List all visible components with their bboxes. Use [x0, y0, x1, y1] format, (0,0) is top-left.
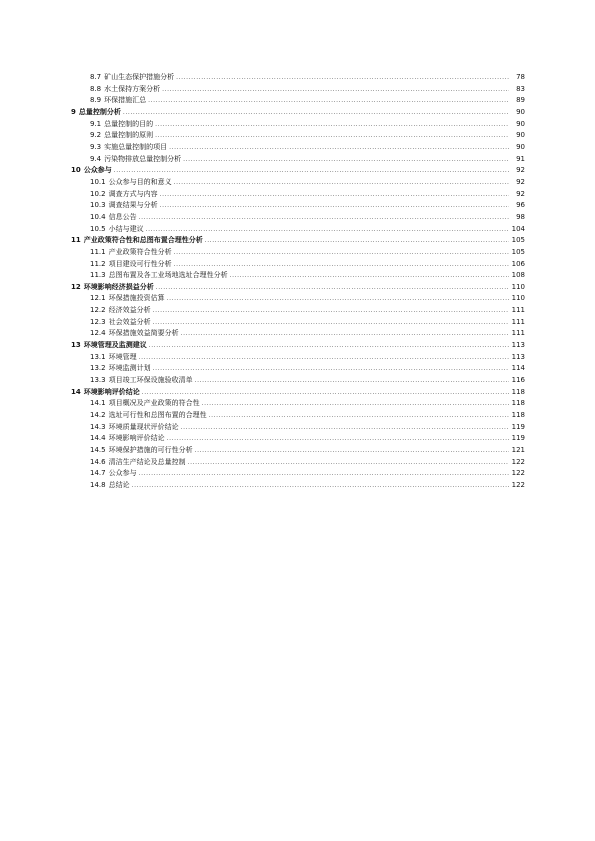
toc-entry-13-1[interactable] [71, 352, 525, 364]
toc-section-title: 矿山生态保护措施分析 [104, 73, 175, 81]
toc-page-number: 78 [516, 73, 525, 81]
toc-section-number: 14.7 [90, 469, 106, 478]
toc-dot-leader [188, 457, 509, 466]
toc-entry-12-2[interactable] [71, 305, 525, 317]
toc-section-title: 环境监测计划 [108, 364, 151, 373]
toc-section-title: 调查结果与分析 [108, 201, 158, 210]
toc-entry-10-1[interactable] [71, 177, 525, 189]
toc-section-title: 产业政策符合性和总图布置合理性分析 [83, 236, 203, 245]
toc-entry-8-8[interactable] [71, 84, 525, 96]
toc-page-number: 106 [511, 259, 525, 268]
toc-entry-12-4[interactable] [71, 328, 525, 340]
toc-section-number: 10.3 [90, 201, 106, 210]
toc-page-number: 113 [511, 341, 525, 350]
toc-entry-10-5[interactable] [71, 224, 525, 236]
toc-page-number: 111 [511, 329, 525, 338]
toc-dot-leader [181, 328, 509, 337]
toc-section-title: 公众参与目的和意义 [108, 177, 172, 186]
toc-dot-leader [195, 375, 509, 384]
toc-page-number: 111 [511, 306, 525, 315]
toc-section-number: 8.8 [90, 84, 102, 93]
toc-section-number: 10.1 [90, 177, 106, 186]
toc-dot-leader [167, 433, 509, 442]
toc-page-number: 89 [516, 96, 525, 105]
toc-section-title: 环境影响评价结论 [83, 387, 140, 396]
toc-page-number: 111 [511, 317, 525, 326]
toc-section-title: 总量控制的原则 [104, 131, 154, 140]
toc-section-title: 调查方式与内容 [108, 189, 158, 198]
toc-section-title: 信息公告 [108, 212, 137, 221]
toc-entry-14-6[interactable] [71, 457, 525, 469]
toc-dot-leader [209, 410, 509, 419]
toc-dot-leader [162, 84, 509, 93]
toc-section-title: 环保措施汇总 [104, 96, 147, 105]
toc-dot-leader [202, 398, 509, 407]
toc-section-title: 环境管理及监测建议 [83, 341, 147, 350]
toc-section-title: 选址可行性和总图布置的合理性 [108, 411, 207, 420]
toc-section-number: 14.5 [90, 446, 106, 454]
toc-page-number: 121 [511, 446, 525, 454]
toc-page-number: 92 [516, 166, 525, 175]
toc-page-number: 118 [511, 399, 525, 408]
toc-page-number: 105 [511, 247, 525, 256]
toc-dot-leader [123, 107, 509, 116]
toc-page-number: 114 [511, 364, 525, 373]
toc-entry-14-7[interactable] [71, 468, 525, 480]
toc-section-number: 13.3 [90, 376, 106, 385]
toc-page-number: 83 [516, 84, 525, 93]
toc-entry-11-3[interactable] [71, 270, 525, 282]
toc-dot-leader [153, 305, 509, 314]
toc-dot-leader [174, 177, 509, 186]
toc-entry-11-1[interactable] [71, 247, 525, 259]
toc-entry-10-3[interactable] [71, 200, 525, 212]
toc-dot-leader [167, 293, 509, 302]
toc-dot-leader [146, 224, 509, 233]
toc-dot-leader [174, 259, 509, 268]
toc-section-number: 9.4 [90, 154, 102, 163]
toc-section-number: 12.2 [90, 306, 106, 315]
toc-section-number: 9 [71, 107, 76, 116]
toc-section-title: 项目概况及产业政策的符合性 [108, 399, 200, 408]
toc-entry-13-3[interactable] [71, 375, 525, 387]
toc-section-title: 产业政策符合性分析 [108, 247, 172, 256]
toc-section-title: 清洁生产结论及总量控制 [108, 457, 186, 466]
toc-section-number: 11.3 [90, 271, 106, 280]
toc-section-title: 总量控制的目的 [104, 119, 154, 128]
toc-section-number: 13.1 [90, 352, 106, 361]
toc-section-title: 环境影响经济损益分析 [83, 282, 154, 291]
toc-page-number: 122 [511, 457, 525, 466]
toc-dot-leader [132, 480, 509, 489]
toc-page-number: 113 [511, 352, 525, 361]
toc-entry-9[interactable] [71, 107, 525, 119]
toc-page-number: 98 [516, 212, 525, 221]
toc-page-number: 119 [511, 422, 525, 431]
toc-entry-8-9[interactable] [71, 95, 525, 107]
toc-section-title: 经济效益分析 [108, 306, 151, 315]
toc-dot-leader [142, 387, 509, 396]
toc-section-number: 10 [71, 166, 81, 175]
toc-section-number: 14.2 [90, 411, 106, 420]
toc-section-title: 公众参与 [108, 469, 137, 478]
toc-entry-9-1[interactable] [71, 119, 525, 131]
toc-entry-12-1[interactable] [71, 293, 525, 305]
toc-section-number: 10.4 [90, 212, 106, 221]
toc-entry-12[interactable] [71, 282, 525, 294]
toc-page-number: 91 [516, 154, 525, 163]
toc-page-number: 105 [511, 236, 525, 245]
toc-section-title: 环境影响评价结论 [108, 434, 165, 443]
toc-section-title: 水土保持方案分析 [104, 84, 161, 93]
toc-dot-leader [139, 352, 509, 361]
toc-dot-leader [149, 340, 509, 349]
toc-entry-14-3[interactable] [71, 422, 525, 434]
toc-section-number: 8.9 [90, 96, 102, 105]
toc-section-number: 13.2 [90, 364, 106, 373]
toc-section-title: 公众参与 [83, 166, 112, 175]
toc-page-number: 104 [511, 224, 525, 233]
toc-section-title: 环境管理 [108, 352, 137, 361]
toc-section-number: 9.3 [90, 142, 102, 151]
toc-dot-leader [183, 154, 509, 163]
toc-entry-9-2[interactable] [71, 130, 525, 142]
toc-entry-14-1[interactable] [71, 398, 525, 410]
toc-page-number: 90 [516, 142, 525, 151]
toc-page-number: 122 [511, 480, 525, 489]
toc-page-number: 116 [511, 376, 525, 385]
toc-dot-leader [156, 282, 509, 291]
toc-dot-leader [174, 247, 509, 256]
toc-section-title: 社会效益分析 [108, 317, 151, 326]
toc-section-title: 总结论 [108, 480, 130, 489]
toc-page-number: 96 [516, 201, 525, 210]
toc-dot-leader [155, 130, 509, 139]
toc-entry-14-8[interactable] [71, 480, 525, 492]
toc-entry-9-3[interactable] [71, 142, 525, 154]
toc-section-number: 9.2 [90, 131, 102, 140]
toc-section-title: 环保措施效益简要分析 [108, 329, 179, 338]
toc-section-number: 14 [71, 387, 81, 396]
toc-page-number: 122 [511, 469, 525, 478]
toc-page-number: 92 [516, 177, 525, 186]
toc-page-number: 119 [511, 434, 525, 443]
toc-dot-leader [205, 235, 509, 244]
table-of-contents [71, 72, 525, 492]
toc-section-title: 项目建设可行性分析 [108, 259, 172, 268]
toc-section-number: 14.1 [90, 399, 106, 408]
toc-dot-leader [155, 119, 509, 128]
toc-entry-10[interactable] [71, 165, 525, 177]
toc-section-title: 环保措施投资估算 [108, 294, 165, 303]
toc-section-number: 11 [71, 236, 81, 245]
toc-section-number: 8.7 [90, 73, 102, 81]
toc-section-title: 实施总量控制的项目 [104, 142, 168, 151]
toc-section-title: 项目竣工环保设施验收清单 [108, 376, 193, 385]
toc-section-title: 小结与建议 [108, 224, 144, 233]
toc-page-number: 110 [511, 294, 525, 303]
toc-section-number: 11.1 [90, 247, 106, 256]
toc-section-number: 12 [71, 282, 81, 291]
toc-entry-10-4[interactable] [71, 212, 525, 224]
toc-section-number: 14.4 [90, 434, 106, 443]
toc-dot-leader [176, 72, 509, 81]
toc-dot-leader [160, 200, 509, 209]
toc-page-number: 118 [511, 411, 525, 420]
toc-section-number: 14.3 [90, 422, 106, 431]
toc-page-number: 90 [516, 119, 525, 128]
toc-dot-leader [153, 363, 509, 372]
toc-dot-leader [139, 468, 509, 477]
toc-section-number: 14.8 [90, 480, 106, 489]
toc-entry-13[interactable] [71, 340, 525, 352]
toc-section-title: 环境质量现状评价结论 [108, 422, 179, 431]
toc-dot-leader [148, 95, 509, 104]
toc-page-number: 118 [511, 387, 525, 396]
toc-section-number: 13 [71, 341, 81, 350]
toc-page-number: 90 [516, 131, 525, 140]
toc-section-number: 12.4 [90, 329, 106, 338]
toc-section-number: 12.3 [90, 317, 106, 326]
toc-section-number: 10.2 [90, 189, 106, 198]
toc-dot-leader [139, 212, 509, 221]
toc-section-title: 总量控制分析 [78, 107, 121, 116]
toc-dot-leader [153, 317, 509, 326]
toc-section-number: 10.5 [90, 224, 106, 233]
toc-section-title: 总图布置及各工业场地选址合理性分析 [108, 271, 228, 280]
toc-entry-14[interactable] [71, 387, 525, 399]
toc-page-number: 90 [516, 107, 525, 116]
toc-section-title: 环境保护措施的可行性分析 [108, 446, 193, 454]
toc-entry-8-7[interactable] [71, 72, 525, 84]
toc-dot-leader [160, 189, 509, 198]
toc-section-number: 9.1 [90, 119, 102, 128]
toc-entry-13-2[interactable] [71, 363, 525, 375]
toc-entry-12-3[interactable] [71, 317, 525, 329]
toc-page-number: 108 [511, 271, 525, 280]
toc-entry-11[interactable] [71, 235, 525, 247]
toc-entry-14-4[interactable] [71, 433, 525, 445]
toc-section-number: 12.1 [90, 294, 106, 303]
toc-page-number: 92 [516, 189, 525, 198]
toc-dot-leader [114, 165, 509, 174]
toc-dot-leader [169, 142, 509, 151]
toc-dot-leader [230, 270, 509, 279]
toc-entry-9-4[interactable] [71, 154, 525, 166]
toc-entry-10-2[interactable] [71, 189, 525, 201]
toc-dot-leader [195, 445, 509, 454]
toc-section-number: 14.6 [90, 457, 106, 466]
toc-entry-11-2[interactable] [71, 259, 525, 271]
toc-entry-14-2[interactable] [71, 410, 525, 422]
toc-page-number: 110 [511, 282, 525, 291]
toc-section-title: 污染物排放总量控制分析 [104, 154, 182, 163]
toc-entry-14-5[interactable] [71, 445, 525, 457]
toc-section-number: 11.2 [90, 259, 106, 268]
toc-dot-leader [181, 422, 509, 431]
